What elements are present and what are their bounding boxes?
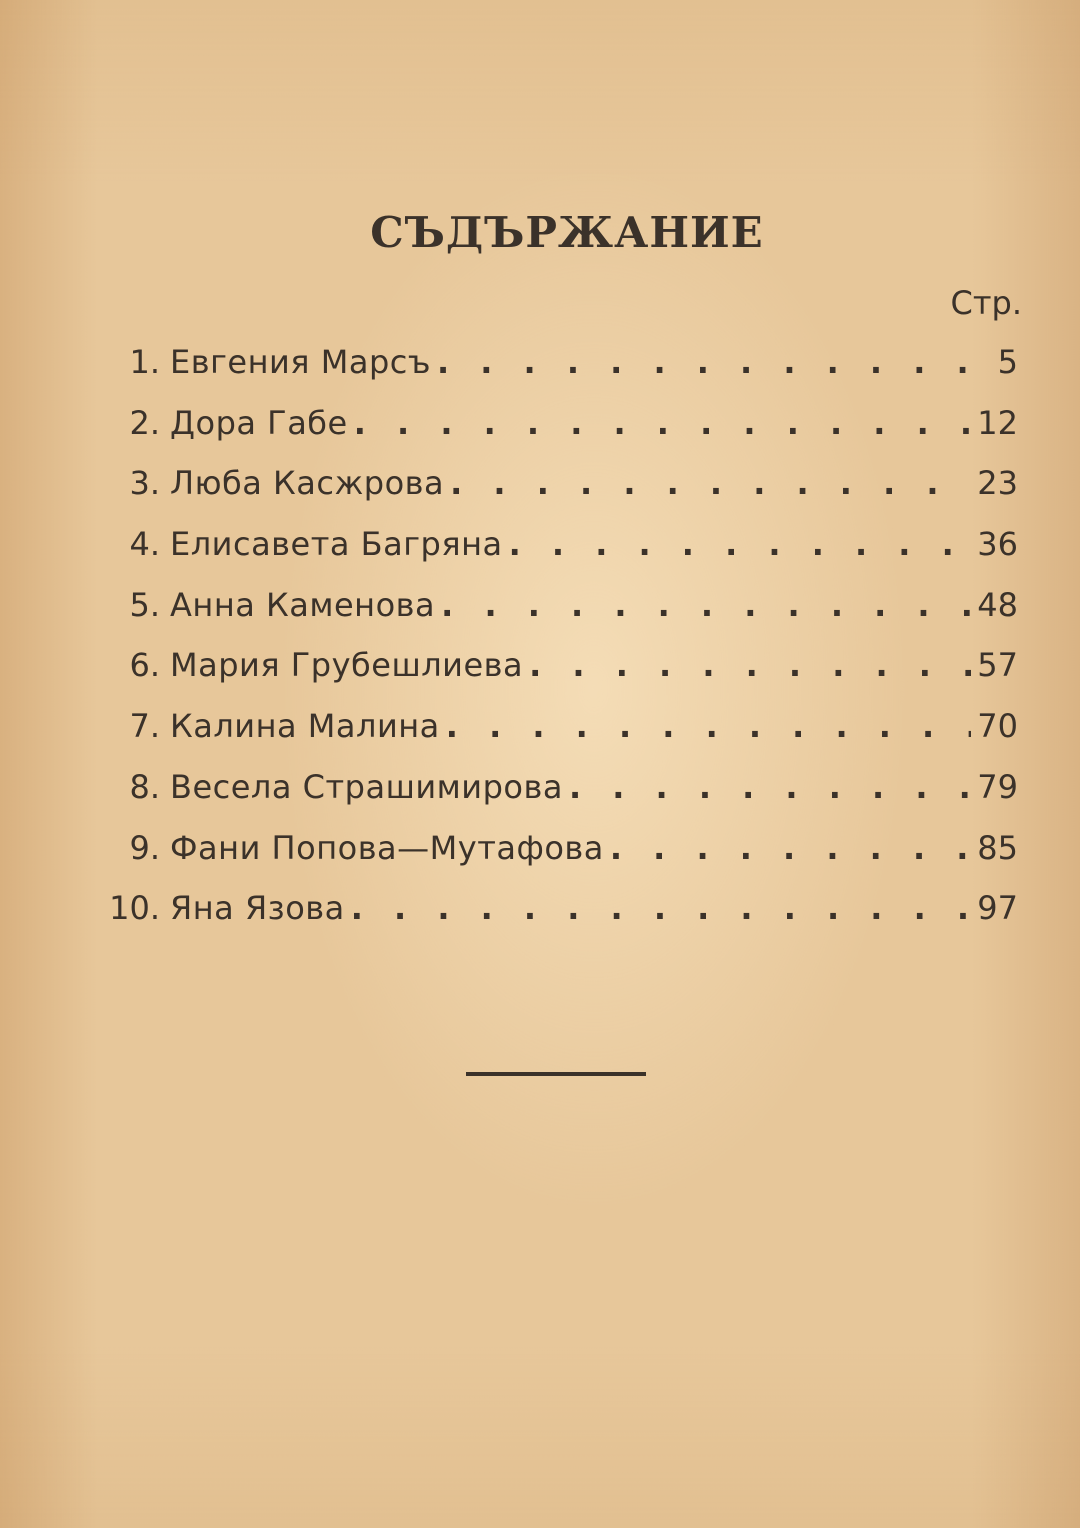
toc-entry: [88, 818, 1018, 879]
entry-name: Яна Язова: [170, 889, 345, 928]
entry-number: 5.: [129, 585, 160, 624]
entry-page: 85: [977, 828, 1018, 867]
entry-name: Анна Каменова: [170, 585, 436, 624]
dot-leader: [354, 393, 972, 453]
entry-page: 79: [977, 767, 1018, 806]
toc-entry: [88, 575, 1018, 636]
dot-leader: [569, 757, 971, 817]
toc-entry: [88, 453, 1018, 514]
entry-name: Мария Грубешлиева: [170, 646, 524, 685]
entry-name: Елисавета Багряна: [170, 525, 503, 564]
entry-number: 7.: [129, 707, 160, 746]
entry-name: Евгения Марсъ: [170, 343, 431, 381]
entry-number: 9.: [129, 828, 160, 867]
entry-number: 3.: [129, 464, 160, 503]
dot-leader: [509, 514, 972, 574]
entry-page: 48: [977, 585, 1018, 624]
dot-leader: [437, 332, 972, 392]
entry-page: 23: [977, 464, 1018, 503]
toc-entry: [88, 757, 1018, 818]
dot-leader: [610, 818, 971, 878]
entry-name: Калина Малина: [170, 707, 440, 746]
entry-page: 70: [977, 707, 1018, 746]
toc-entry: [88, 635, 1018, 696]
entry-page: 5: [997, 343, 1018, 381]
toc-title: СЪДЪРЖАНИЕ: [370, 208, 764, 257]
dot-leader: [529, 635, 971, 695]
entry-name: Весела Страшимирова: [170, 767, 563, 806]
toc-entry: [88, 514, 1018, 575]
dot-leader: [441, 575, 971, 635]
page-column-label: Стр.: [950, 284, 1022, 322]
entry-number: 2.: [129, 403, 160, 442]
toc-list: [88, 332, 1018, 939]
entry-number: 4.: [129, 525, 160, 564]
entry-number: 8.: [129, 767, 160, 806]
entry-number: 1.: [129, 343, 160, 381]
toc-entry: [88, 696, 1018, 757]
dot-leader: [351, 878, 972, 938]
entry-page: 12: [977, 403, 1018, 442]
entry-name: Люба Касжрова: [170, 464, 445, 503]
dot-leader: [446, 696, 972, 756]
entry-name: Фани Попова—Мутафова: [170, 828, 604, 867]
entry-number: 10.: [109, 889, 160, 928]
closing-rule: [466, 1072, 646, 1076]
entry-name: Дора Габе: [170, 403, 348, 442]
toc-entry: [88, 878, 1018, 939]
entry-page: 36: [977, 525, 1018, 564]
dot-leader: [450, 453, 971, 513]
toc-entry: [88, 393, 1018, 454]
entry-page: 57: [977, 646, 1018, 685]
entry-number: 6.: [129, 646, 160, 685]
toc-entry: [88, 332, 1018, 393]
entry-page: 97: [977, 889, 1018, 928]
